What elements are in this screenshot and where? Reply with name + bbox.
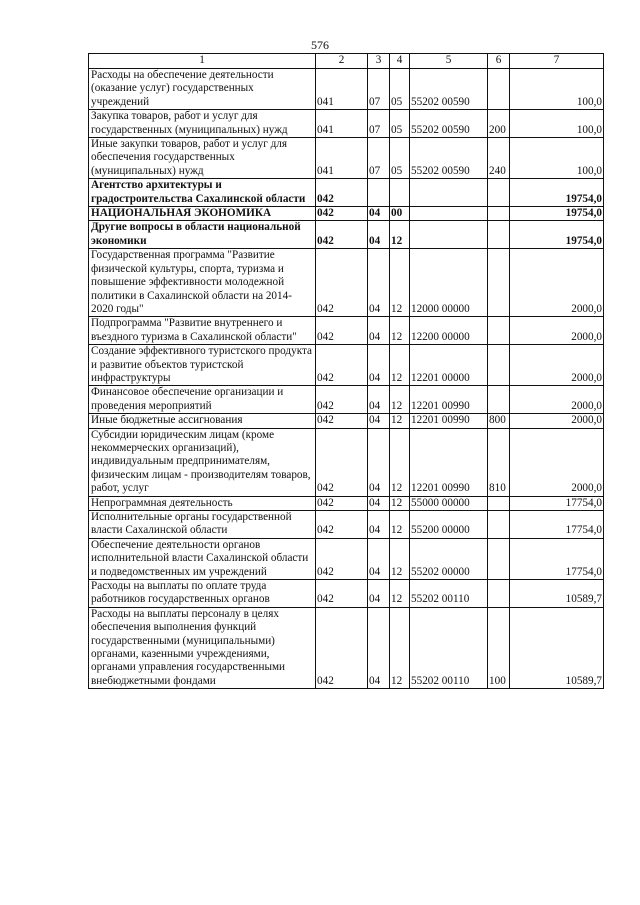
chapter-code: 042 — [316, 428, 368, 496]
expense-type-code — [488, 221, 510, 249]
amount: 19754,0 — [510, 221, 604, 249]
column-header: 6 — [488, 54, 510, 69]
subsection-code: 00 — [390, 207, 410, 221]
section-code — [368, 179, 390, 207]
amount: 100,0 — [510, 138, 604, 179]
expense-type-code — [488, 511, 510, 539]
row-description: Финансовое обеспечение организации и проведения мероприятий — [89, 386, 316, 414]
amount: 2000,0 — [510, 345, 604, 386]
row-description: Исполнительные органы государственной власти Сахалинской области — [89, 511, 316, 539]
amount: 2000,0 — [510, 386, 604, 414]
target-article-code — [410, 179, 488, 207]
subsection-code: 05 — [390, 69, 410, 110]
target-article-code: 55202 00110 — [410, 607, 488, 688]
amount: 10589,7 — [510, 607, 604, 688]
table-row — [89, 496, 604, 510]
target-article-code: 12201 00990 — [410, 386, 488, 414]
amount: 2000,0 — [510, 428, 604, 496]
table-row — [89, 511, 604, 539]
subsection-code: 12 — [390, 386, 410, 414]
expense-type-code — [488, 179, 510, 207]
expense-type-code — [488, 207, 510, 221]
subsection-code: 12 — [390, 511, 410, 539]
subsection-code: 05 — [390, 110, 410, 138]
section-code: 07 — [368, 69, 390, 110]
target-article-code: 12201 00000 — [410, 345, 488, 386]
table-body — [89, 69, 604, 689]
column-header: 3 — [368, 54, 390, 69]
expense-type-code: 800 — [488, 414, 510, 428]
chapter-code: 042 — [316, 386, 368, 414]
row-description: Расходы на обеспечение деятельности (оказание услуг) государственных учреждений — [89, 69, 316, 110]
target-article-code: 55202 00590 — [410, 110, 488, 138]
budget-table — [88, 53, 604, 689]
column-header: 4 — [390, 54, 410, 69]
row-description: Создание эффективного туристского продукта и развитие объектов туристской инфраструктуры — [89, 345, 316, 386]
section-code: 04 — [368, 414, 390, 428]
amount: 2000,0 — [510, 249, 604, 317]
table-row — [89, 249, 604, 317]
expense-type-code — [488, 345, 510, 386]
subsection-code: 12 — [390, 607, 410, 688]
target-article-code — [410, 221, 488, 249]
table-row — [89, 580, 604, 608]
chapter-code: 042 — [316, 511, 368, 539]
expense-type-code — [488, 317, 510, 345]
table-row — [89, 207, 604, 221]
section-code: 04 — [368, 538, 390, 579]
subsection-code: 12 — [390, 580, 410, 608]
chapter-code: 042 — [316, 179, 368, 207]
chapter-code: 042 — [316, 317, 368, 345]
section-code: 04 — [368, 221, 390, 249]
subsection-code: 12 — [390, 221, 410, 249]
amount: 10589,7 — [510, 580, 604, 608]
chapter-code: 042 — [316, 580, 368, 608]
row-description: Агентство архитектуры и градостроительства Сахалинской области — [89, 179, 316, 207]
table-row — [89, 607, 604, 688]
subsection-code: 12 — [390, 345, 410, 386]
table-row — [89, 414, 604, 428]
table-row — [89, 179, 604, 207]
table-row — [89, 221, 604, 249]
section-code: 04 — [368, 580, 390, 608]
amount: 19754,0 — [510, 207, 604, 221]
chapter-code: 042 — [316, 249, 368, 317]
target-article-code: 12201 00990 — [410, 428, 488, 496]
table-row — [89, 428, 604, 496]
amount: 2000,0 — [510, 414, 604, 428]
subsection-code: 12 — [390, 496, 410, 510]
expense-type-code: 240 — [488, 138, 510, 179]
subsection-code — [390, 179, 410, 207]
column-header-row — [89, 54, 604, 69]
row-description: НАЦИОНАЛЬНАЯ ЭКОНОМИКА — [89, 207, 316, 221]
row-description: Другие вопросы в области национальной экономики — [89, 221, 316, 249]
chapter-code: 042 — [316, 345, 368, 386]
amount: 100,0 — [510, 69, 604, 110]
expense-type-code: 200 — [488, 110, 510, 138]
table-row — [89, 69, 604, 110]
row-description: Иные бюджетные ассигнования — [89, 414, 316, 428]
row-description: Непрограммная деятельность — [89, 496, 316, 510]
subsection-code: 12 — [390, 414, 410, 428]
chapter-code: 041 — [316, 110, 368, 138]
target-article-code: 55200 00000 — [410, 511, 488, 539]
column-header: 7 — [510, 54, 604, 69]
target-article-code: 12000 00000 — [410, 249, 488, 317]
section-code: 04 — [368, 511, 390, 539]
section-code: 04 — [368, 496, 390, 510]
chapter-code: 041 — [316, 138, 368, 179]
chapter-code: 042 — [316, 414, 368, 428]
table-row — [89, 538, 604, 579]
row-description: Субсидии юридическим лицам (кроме некоммерческих организаций), индивидуальным предпринимателям, физическим лицам - производителям товаров, работ, услуг — [89, 428, 316, 496]
table-row — [89, 110, 604, 138]
subsection-code: 12 — [390, 249, 410, 317]
target-article-code — [410, 207, 488, 221]
section-code: 04 — [368, 386, 390, 414]
row-description: Подпрограмма "Развитие внутреннего и въездного туризма в Сахалинской области" — [89, 317, 316, 345]
row-description: Государственная программа "Развитие физической культуры, спорта, туризма и повышение эффективности молодежной политики в Сахалинской области на 2014-2020 годы" — [89, 249, 316, 317]
expense-type-code — [488, 538, 510, 579]
chapter-code: 042 — [316, 607, 368, 688]
subsection-code: 12 — [390, 428, 410, 496]
column-header: 1 — [89, 54, 316, 69]
expense-type-code — [488, 386, 510, 414]
expense-type-code — [488, 580, 510, 608]
section-code: 04 — [368, 607, 390, 688]
amount: 100,0 — [510, 110, 604, 138]
chapter-code: 042 — [316, 538, 368, 579]
target-article-code: 55000 00000 — [410, 496, 488, 510]
chapter-code: 042 — [316, 496, 368, 510]
amount: 19754,0 — [510, 179, 604, 207]
section-code: 07 — [368, 110, 390, 138]
section-code: 04 — [368, 428, 390, 496]
chapter-code: 042 — [316, 221, 368, 249]
expense-type-code — [488, 249, 510, 317]
row-description: Иные закупки товаров, работ и услуг для обеспечения государственных (муниципальных) нужд — [89, 138, 316, 179]
section-code: 04 — [368, 317, 390, 345]
target-article-code: 55202 00110 — [410, 580, 488, 608]
table-row — [89, 317, 604, 345]
chapter-code: 042 — [316, 207, 368, 221]
row-description: Расходы на выплаты персоналу в целях обеспечения выполнения функций государственными (муниципальными) органами, казенными учреждениями, органами управления государственными внебюджетными фондами — [89, 607, 316, 688]
amount: 17754,0 — [510, 511, 604, 539]
row-description: Закупка товаров, работ и услуг для государственных (муниципальных) нужд — [89, 110, 316, 138]
section-code: 07 — [368, 138, 390, 179]
column-header: 5 — [410, 54, 488, 69]
page-number: 576 — [311, 38, 329, 52]
chapter-code: 041 — [316, 69, 368, 110]
amount: 2000,0 — [510, 317, 604, 345]
section-code: 04 — [368, 249, 390, 317]
row-description: Обеспечение деятельности органов исполнительной власти Сахалинской области и подведомственных им учреждений — [89, 538, 316, 579]
target-article-code: 55202 00590 — [410, 69, 488, 110]
subsection-code: 12 — [390, 538, 410, 579]
subsection-code: 12 — [390, 317, 410, 345]
target-article-code: 55202 00000 — [410, 538, 488, 579]
table-row — [89, 386, 604, 414]
expense-type-code: 100 — [488, 607, 510, 688]
column-header: 2 — [316, 54, 368, 69]
expense-type-code — [488, 69, 510, 110]
amount: 17754,0 — [510, 538, 604, 579]
target-article-code: 12200 00000 — [410, 317, 488, 345]
table-row — [89, 345, 604, 386]
expense-type-code — [488, 496, 510, 510]
section-code: 04 — [368, 207, 390, 221]
section-code: 04 — [368, 345, 390, 386]
table-row — [89, 138, 604, 179]
subsection-code: 05 — [390, 138, 410, 179]
target-article-code: 55202 00590 — [410, 138, 488, 179]
amount: 17754,0 — [510, 496, 604, 510]
target-article-code: 12201 00990 — [410, 414, 488, 428]
expense-type-code: 810 — [488, 428, 510, 496]
row-description: Расходы на выплаты по оплате труда работников государственных органов — [89, 580, 316, 608]
